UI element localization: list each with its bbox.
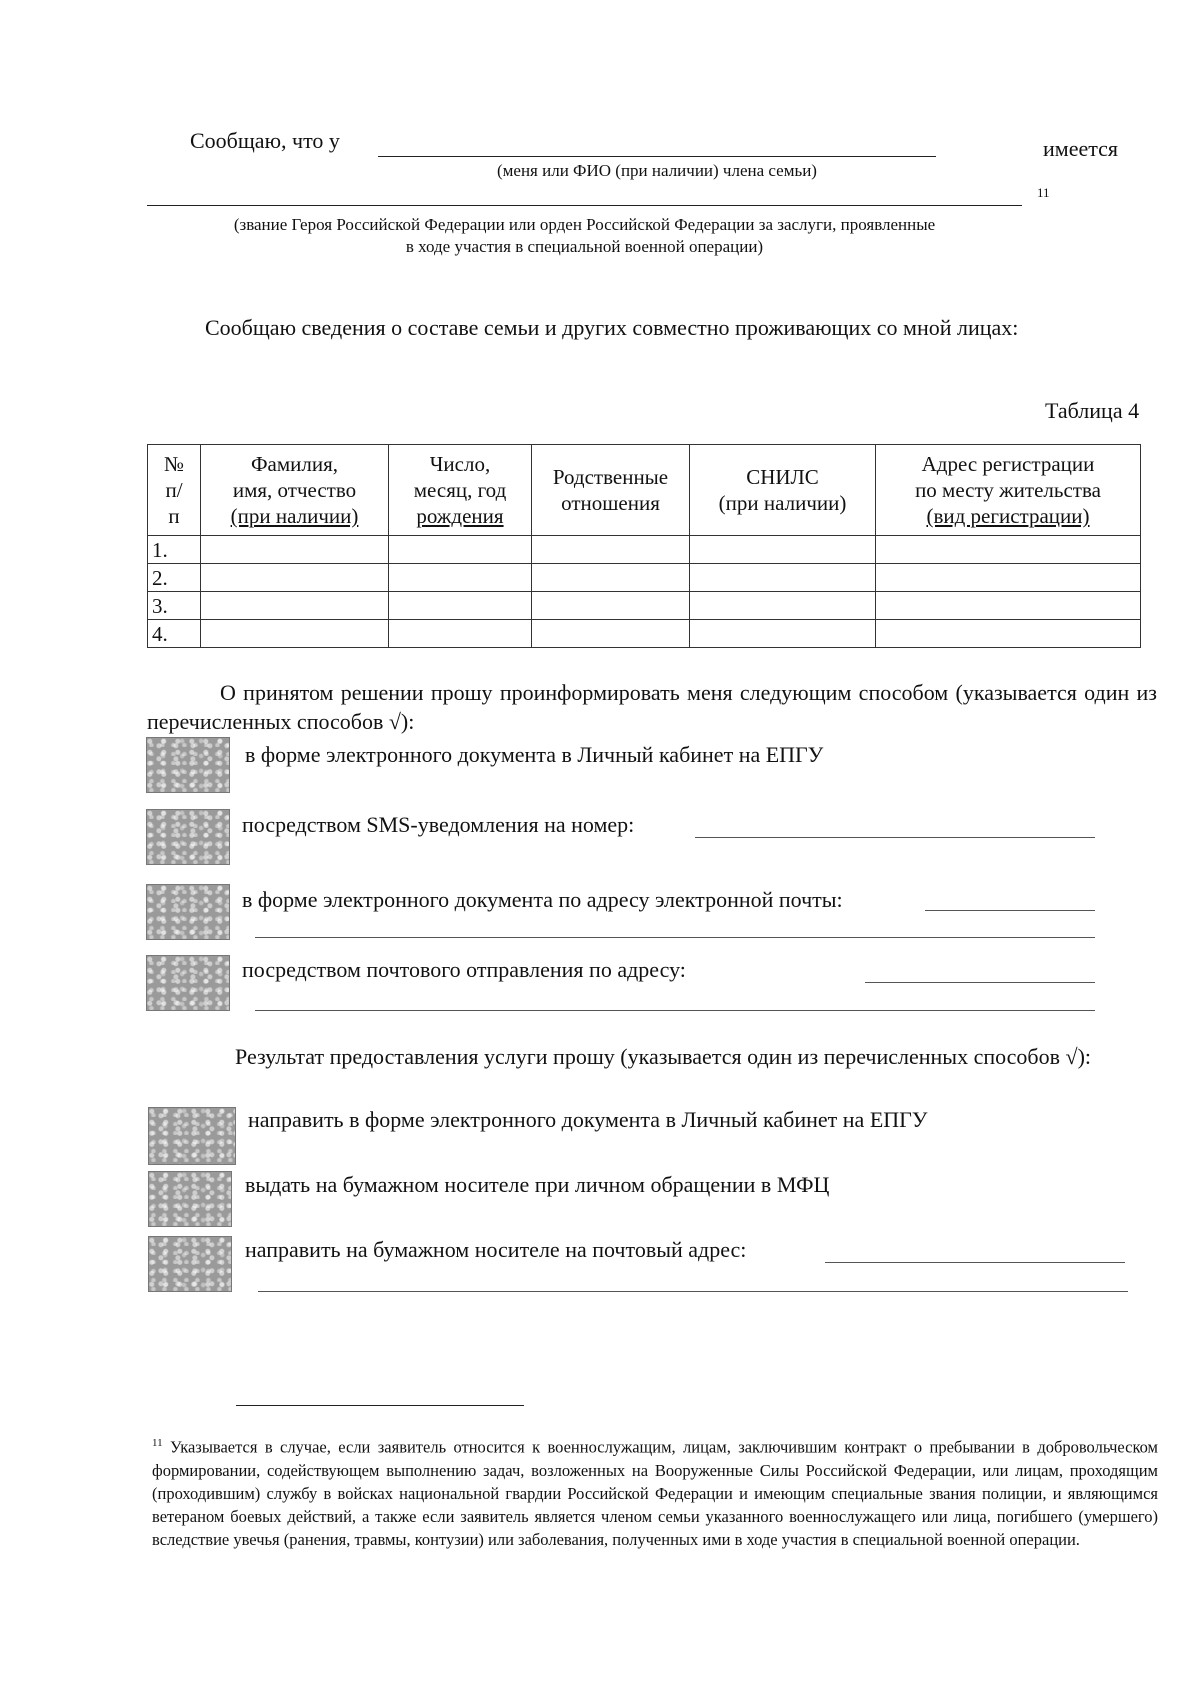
footnote-ref: 11 <box>1037 185 1050 200</box>
result-post-line-1[interactable] <box>825 1262 1125 1263</box>
notify-checkbox-post[interactable] <box>147 956 229 1010</box>
table-row <box>148 536 1141 564</box>
notify-checkbox-epgu[interactable] <box>147 738 229 792</box>
notify-checkbox-email[interactable] <box>147 885 229 939</box>
sms-number-line[interactable] <box>695 837 1095 838</box>
header-fio-line: имя, отчество <box>232 478 357 502</box>
footnote <box>152 1432 1158 1551</box>
header-dob-line: рождения <box>416 504 504 528</box>
header-dob-line: месяц, год <box>413 478 507 502</box>
table-header-row <box>148 445 1141 536</box>
cell-address[interactable] <box>876 620 1141 648</box>
header-relation <box>532 445 690 536</box>
cell-dob[interactable] <box>389 564 532 592</box>
cell-dob[interactable] <box>389 620 532 648</box>
post-address-line-2[interactable] <box>255 1010 1095 1011</box>
result-option-mfc: выдать на бумажном носителе при личном обращении в МФЦ <box>245 1172 830 1197</box>
header-address-line: Адрес регистрации <box>921 452 1095 476</box>
cell-snils[interactable] <box>690 564 876 592</box>
cell-dob[interactable] <box>389 592 532 620</box>
result-checkbox-epgu[interactable] <box>149 1108 235 1164</box>
fio-input-line[interactable] <box>378 156 936 157</box>
header-num-line: п/ <box>165 478 183 502</box>
header-num <box>148 445 201 536</box>
result-checkbox-post[interactable] <box>149 1237 231 1291</box>
report-prefix: Сообщаю, что у <box>190 128 340 153</box>
award-hint-line1: (звание Героя Российской Федерации или орден Российской Федерации за заслуги, проявленные <box>233 215 936 234</box>
report-suffix: имеется <box>1043 136 1118 161</box>
cell-relation[interactable] <box>532 592 690 620</box>
result-option-post: направить на бумажном носителе на почтовый адрес: <box>245 1237 747 1262</box>
cell-dob[interactable] <box>389 536 532 564</box>
family-intro: Сообщаю сведения о составе семьи и других совместно проживающих со мной лицах: <box>205 315 1019 340</box>
cell-snils[interactable] <box>690 620 876 648</box>
header-snils <box>690 445 876 536</box>
notify-intro: О принятом решении прошу проинформировать меня следующим способом (указывается один из перечисленных способов √): <box>147 680 1157 734</box>
header-fio-line: (при наличии) <box>230 504 359 528</box>
header-address-line: (вид регистрации) <box>926 504 1090 528</box>
header-snils-line: (при наличии) <box>718 491 847 515</box>
header-num-line: п <box>168 504 180 528</box>
notify-checkbox-sms[interactable] <box>147 810 229 864</box>
result-post-line-2[interactable] <box>258 1291 1128 1292</box>
notify-option-post: посредством почтового отправления по адресу: <box>242 957 686 982</box>
footnote-mark: 11 <box>152 1437 163 1449</box>
notify-option-sms: посредством SMS-уведомления на номер: <box>242 812 635 837</box>
result-intro: Результат предоставления услуги прошу (указывается один из перечисленных способов √): <box>235 1044 1092 1069</box>
cell-fio[interactable] <box>201 536 389 564</box>
header-fio <box>201 445 389 536</box>
cell-snils[interactable] <box>690 536 876 564</box>
header-num-line: № <box>163 452 185 476</box>
family-table <box>147 444 1141 648</box>
header-fio-line: Фамилия, <box>250 452 339 476</box>
table-row <box>148 620 1141 648</box>
email-line-1[interactable] <box>925 910 1095 911</box>
award-input-line[interactable] <box>147 205 1022 206</box>
fio-hint: (меня или ФИО (при наличии) члена семьи) <box>497 161 817 180</box>
header-dob-line: Число, <box>429 452 491 476</box>
footnote-separator <box>236 1405 524 1406</box>
cell-relation[interactable] <box>532 564 690 592</box>
notify-option-email: в форме электронного документа по адресу электронной почты: <box>242 887 843 912</box>
cell-snils[interactable] <box>690 592 876 620</box>
cell-address[interactable] <box>876 592 1141 620</box>
table-caption: Таблица 4 <box>1045 398 1140 423</box>
row-number: 1. <box>148 536 201 564</box>
email-line-2[interactable] <box>255 937 1095 938</box>
cell-address[interactable] <box>876 536 1141 564</box>
header-relation-line: отношения <box>561 491 660 515</box>
cell-address[interactable] <box>876 564 1141 592</box>
row-number: 2. <box>148 564 201 592</box>
cell-relation[interactable] <box>532 620 690 648</box>
row-number: 4. <box>148 620 201 648</box>
row-number: 3. <box>148 592 201 620</box>
footnote-text: Указывается в случае, если заявитель относится к военнослужащим, лицам, заключившим контракт о пребывании в добровольческом формировании, содействующем выполнению задач, возложенных на Вооруженные Силы Российской Федерации, или лицам, проходящим (проходившим) службу в войсках национальной гвардии Российской Федерации и имеющим специальные звания полиции, и являющимся ветераном боевых действий, а также если заявитель является членом семьи указанного военнослужащего или лица, погибшего (умершего) вследствие увечья (ранения, травмы, контузии) или заболевания, полученных ими в ходе участия в специальной военной операции. <box>152 1437 1159 1549</box>
notify-option-epgu: в форме электронного документа в Личный кабинет на ЕПГУ <box>245 742 824 767</box>
header-snils-line: СНИЛС <box>746 465 819 489</box>
table-row <box>148 564 1141 592</box>
post-address-line-1[interactable] <box>865 982 1095 983</box>
header-address <box>876 445 1141 536</box>
result-checkbox-mfc[interactable] <box>149 1172 231 1226</box>
header-dob <box>389 445 532 536</box>
header-relation-line: Родственные <box>552 465 669 489</box>
result-option-epgu: направить в форме электронного документа в Личный кабинет на ЕПГУ <box>248 1107 928 1132</box>
header-address-line: по месту жительства <box>915 478 1101 502</box>
cell-relation[interactable] <box>532 536 690 564</box>
cell-fio[interactable] <box>201 592 389 620</box>
award-hint-line2: в ходе участия в специальной военной операции) <box>405 237 764 256</box>
table-row <box>148 592 1141 620</box>
cell-fio[interactable] <box>201 620 389 648</box>
cell-fio[interactable] <box>201 564 389 592</box>
